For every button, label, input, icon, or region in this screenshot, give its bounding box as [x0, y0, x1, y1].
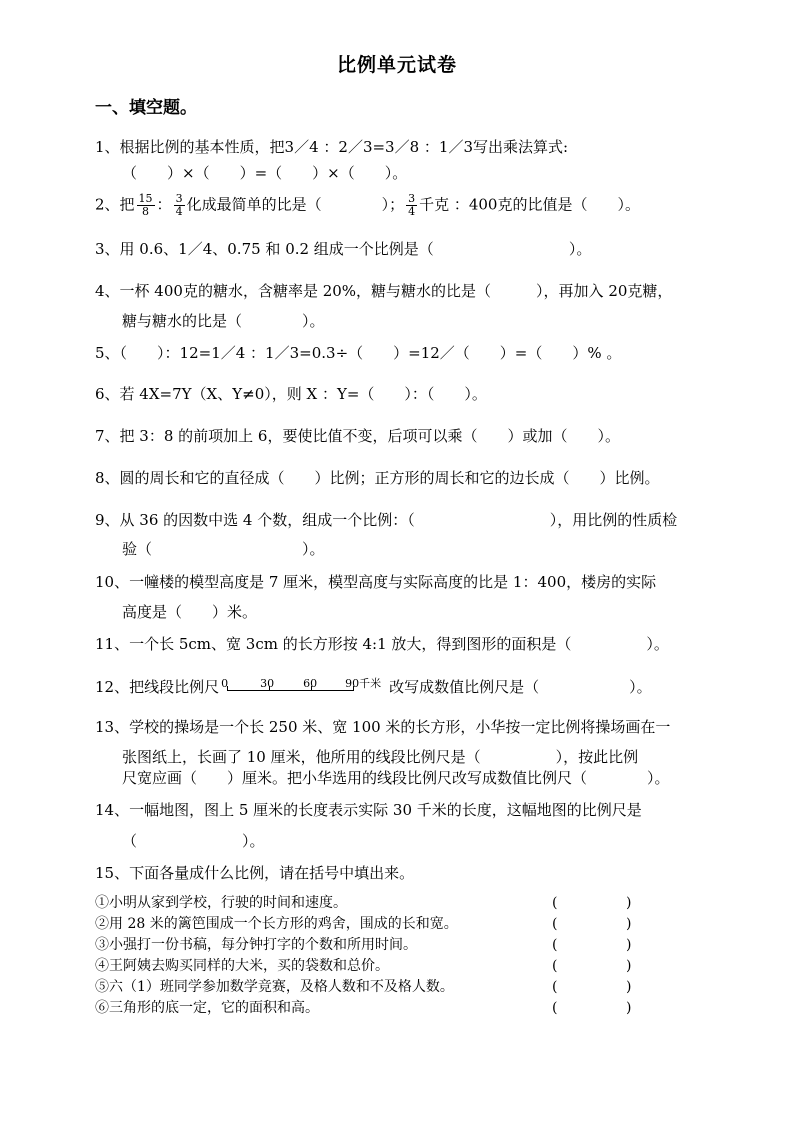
question-6: 6、若 4X=7Y（X、Y≠0），则 X ：Y=（ ）：（ ）。	[95, 385, 487, 403]
question-7: 7、把 3：8 的前项加上 6，要使比值不变，后项可以乘（ ）或加（ ）。	[95, 427, 620, 445]
list-item: ②用 28 米的篱笆围成一个长方形的鸡舍，围成的长和宽。	[95, 916, 458, 932]
q2-prefix: 2、把	[95, 195, 135, 214]
section-heading: 一、填空题。	[95, 98, 197, 118]
question-15: 15、下面各量成什么比例，请在括号中填出来。	[95, 864, 415, 882]
question-13-cont2: 尺宽应画（ ）厘米。把小华选用的线段比例尺改写成数值比例尺（ ）。	[122, 769, 670, 787]
scale-label: 90千米	[345, 677, 382, 690]
answer-paren-close: )	[626, 895, 632, 911]
question-10: 10、一幢楼的模型高度是 7 厘米，模型高度与实际高度的比是 1：400，楼房的实际	[95, 573, 657, 591]
scale-label: 30	[260, 677, 275, 690]
fraction-3-4: $\frac{3}{4}$	[175, 192, 183, 218]
question-5: 5、（ ）：12=1／4 ：1／3=0.3÷（ ）=12／（ ）=（ ）% 。	[95, 344, 622, 362]
question-2: 2、把 $\frac{15}{8}$ ： $\frac{3}{4}$ 化成最简单的比是（ ）； $\frac{3}{4}$ 千克 ：400克的比值是（ ）。	[95, 192, 640, 218]
question-12: 12、把线段比例尺 0 30 60 90千米 改写成数值比例尺是（ ）。	[95, 676, 652, 699]
page-title: 比例单元试卷	[336, 54, 457, 76]
question-10-cont: 高度是（ ）米。	[122, 603, 258, 621]
question-3: 3、用 0.6、1／4、0.75 和 0.2 组成一个比例是（ ）。	[95, 240, 592, 258]
answer-paren-close: )	[626, 1000, 632, 1016]
answer-paren-open: (	[552, 1000, 558, 1016]
question-13: 13、学校的操场是一个长 250 米、宽 100 米的长方形，小华按一定比例将操场画在一	[95, 718, 671, 736]
question-1-blank: （ ）×（ ）=（ ）×（ ）。	[122, 164, 408, 182]
answer-paren-open: (	[552, 958, 558, 974]
answer-paren-close: )	[626, 958, 632, 974]
question-9: 9、从 36 的因数中选 4 个数，组成一个比例：（ ），用比例的性质检	[95, 511, 678, 529]
line-scale-graphic	[219, 677, 389, 699]
scale-label: 0	[221, 677, 229, 690]
question-14-cont: （ ）。	[122, 832, 265, 850]
answer-paren-open: (	[552, 937, 558, 953]
answer-paren-close: )	[626, 916, 632, 932]
scale-label: 60	[303, 677, 318, 690]
list-item: ④王阿姨去购买同样的大米，买的袋数和总价。	[95, 958, 389, 974]
scale-bar	[227, 690, 353, 691]
answer-paren-open: (	[552, 916, 558, 932]
answer-paren-close: )	[626, 979, 632, 995]
answer-paren-open: (	[552, 979, 558, 995]
fraction-3-4-kg: $\frac{3}{4}$	[408, 192, 416, 218]
fraction-15-8: $\frac{15}{8}$	[138, 192, 153, 218]
question-9-cont: 验（ ）。	[122, 540, 325, 558]
answer-paren-close: )	[626, 937, 632, 953]
question-8: 8、圆的周长和它的直径成（ ）比例；正方形的周长和它的边长成（ ）比例。	[95, 469, 660, 487]
question-14: 14、一幅地图，图上 5 厘米的长度表示实际 30 千米的长度，这幅地图的比例尺是	[95, 801, 642, 819]
list-item: ⑥三角形的底一定，它的面积和高。	[95, 1000, 319, 1016]
question-11: 11、一个长 5cm、宽 3cm 的长方形按 4:1 放大，得到图形的面积是（ ）。	[95, 635, 669, 653]
question-4: 4、一杯 400克的糖水，含糖率是 20%，糖与糖水的比是（ ），再加入 20克糖，	[95, 282, 673, 300]
list-item: ⑤六（1）班同学参加数学竞赛，及格人数和不及格人数。	[95, 979, 454, 995]
list-item: ①小明从家到学校，行驶的时间和速度。	[95, 895, 347, 911]
question-4-cont: 糖与糖水的比是（ ）。	[122, 312, 325, 330]
question-1: 1、根据比例的基本性质，把3／4 ：2／3=3／8 ：1／3写出乘法算式:	[95, 138, 569, 156]
answer-paren-open: (	[552, 895, 558, 911]
question-13-cont1: 张图纸上，长画了 10 厘米，他所用的线段比例尺是（ ），按此比例	[122, 748, 639, 766]
list-item: ③小强打一份书稿，每分钟打字的个数和所用时间。	[95, 937, 417, 953]
